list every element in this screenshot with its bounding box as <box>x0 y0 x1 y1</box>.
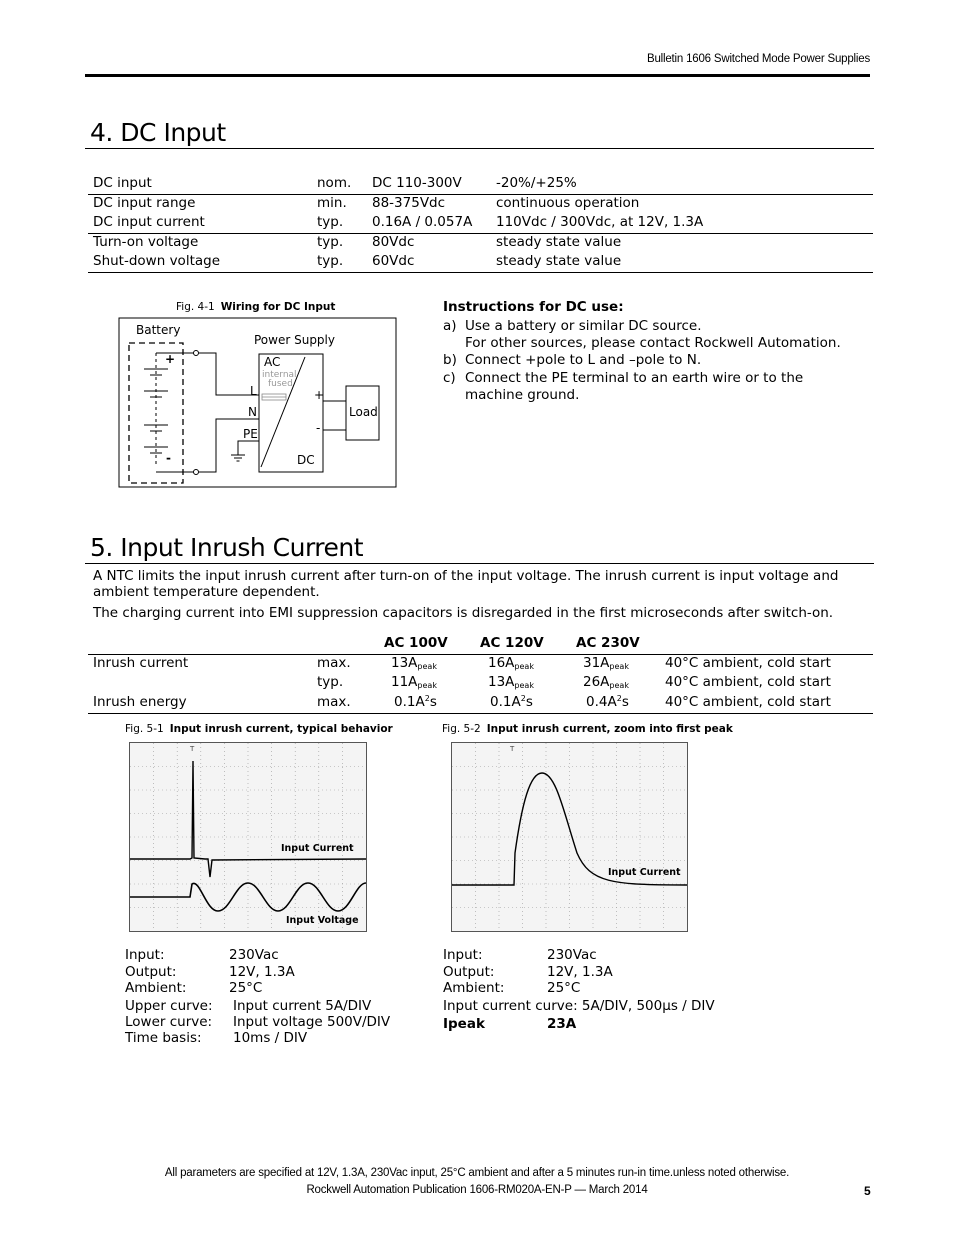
param-curve: Input current curve: 5A/DIV, 500µs / DIV <box>443 998 715 1014</box>
param-label: Lower curve: <box>125 1014 213 1030</box>
table-cell: Turn-on voltage <box>93 234 199 250</box>
fig-title: Wiring for DC Input <box>220 301 336 313</box>
param-value: 25°C <box>229 980 263 996</box>
section-4-title: 4. DC Input <box>90 118 226 147</box>
pe-terminal-label: PE <box>243 427 258 441</box>
param-label: Time basis: <box>125 1030 202 1046</box>
table-cell: min. <box>317 195 347 211</box>
ac-label: AC <box>264 355 281 369</box>
scope-lower-label: Input Voltage <box>286 915 359 926</box>
param-label: Upper curve: <box>125 998 213 1014</box>
list-item: Connect +pole to L and –pole to N. <box>465 352 702 368</box>
n-terminal-label: N <box>248 405 257 419</box>
param-label: Input: <box>443 947 483 963</box>
table-cell: $31A_{peak}$ <box>583 655 629 671</box>
param-label: Input: <box>125 947 165 963</box>
table-cell: nom. <box>317 175 352 191</box>
bulletin-header: Bulletin 1606 Switched Mode Power Supplies <box>646 53 870 65</box>
param-value: 12V, 1.3A <box>547 964 613 980</box>
column-header: AC 120V <box>480 635 544 651</box>
output-plus-label: + <box>314 388 325 402</box>
battery-plus-label: + <box>165 352 176 366</box>
internal-label: internal <box>262 370 297 380</box>
table-cell: continuous operation <box>496 195 640 211</box>
list-marker: a) <box>443 318 457 334</box>
param-label: Ambient: <box>125 980 187 996</box>
table-cell: 88-375Vdc <box>372 195 446 211</box>
param-value: 230Vac <box>547 947 597 963</box>
table-cell: 40°C ambient, cold start <box>665 694 831 710</box>
battery-label: Battery <box>136 323 181 337</box>
ipeak-label: Ipeak <box>443 1016 485 1032</box>
power-supply-label: Power Supply <box>254 333 335 347</box>
list-item: Use a battery or similar DC source. <box>465 318 702 334</box>
table-cell: typ. <box>317 214 344 230</box>
fig-5-1-caption <box>125 723 393 735</box>
footer-publication: Rockwell Automation Publication 1606-RM020A-EN-P — March 2014 <box>306 1184 648 1196</box>
table-cell: DC 110-300V <box>372 175 462 191</box>
fig-4-1-caption <box>176 301 335 313</box>
table-cell: typ. <box>317 253 344 269</box>
param-value: 10ms / DIV <box>233 1030 308 1046</box>
list-item: Connect the PE terminal to an earth wire or to the <box>465 370 804 386</box>
table-cell: 40°C ambient, cold start <box>665 655 831 671</box>
fig-title: Input inrush current, zoom into first peak <box>486 723 733 735</box>
table-cell: $0.1A^2s$ <box>394 694 437 710</box>
paragraph: The charging current into EMI suppression capacitors is disregarded in the first microseconds after switch-on. <box>93 605 834 621</box>
footer-note: All parameters are specified at 12V, 1.3A, 230Vac input, 25°C ambient and after a 5 minutes run-in time.unless noted otherwise. <box>164 1167 790 1179</box>
list-marker: c) <box>443 370 456 386</box>
battery-minus-label: - <box>166 451 171 465</box>
table-cell: Inrush energy <box>93 694 187 710</box>
table-cell: -20%/+25% <box>496 175 577 191</box>
list-item: machine ground. <box>465 387 580 403</box>
ipeak-value: 23A <box>547 1016 577 1032</box>
table-cell: DC input range <box>93 195 196 211</box>
table-cell: $13A_{peak}$ <box>391 655 437 671</box>
table-cell: max. <box>317 694 351 710</box>
table-cell: steady state value <box>496 234 622 250</box>
table-cell: typ. <box>317 674 344 690</box>
fig-number: Fig. 4-1 <box>176 301 215 313</box>
param-value: Input current 5A/DIV <box>233 998 372 1014</box>
battery-cells-icon <box>144 369 168 453</box>
table-cell: Inrush current <box>93 655 189 671</box>
section-5-rule <box>85 563 874 564</box>
table-cell: $16A_{peak}$ <box>488 655 534 671</box>
page-number: 5 <box>864 1184 871 1198</box>
scope-upper-label: Input Current <box>281 843 354 854</box>
fig-5-2-caption <box>442 723 733 735</box>
param-label: Output: <box>125 964 177 980</box>
table-cell: $26A_{peak}$ <box>583 674 629 690</box>
table-cell: steady state value <box>496 253 622 269</box>
param-value: 12V, 1.3A <box>229 964 295 980</box>
table-cell: max. <box>317 655 351 671</box>
list-item: For other sources, please contact Rockwell Automation. <box>465 335 841 351</box>
svg-text:T: T <box>510 745 515 753</box>
table-cell: 60Vdc <box>372 253 415 269</box>
column-header: AC 100V <box>384 635 448 651</box>
fig-number: Fig. 5-2 <box>442 723 481 735</box>
table-cell: 0.16A / 0.057A <box>372 214 473 230</box>
fig-number: Fig. 5-1 <box>125 723 164 735</box>
list-marker: b) <box>443 352 457 368</box>
param-label: Ambient: <box>443 980 505 996</box>
fig-title: Input inrush current, typical behavior <box>169 723 393 735</box>
table-cell: 40°C ambient, cold start <box>665 674 831 690</box>
svg-text:T: T <box>190 745 195 753</box>
fused-label: fused <box>268 379 293 389</box>
table-cell: Shut-down voltage <box>93 253 221 269</box>
table-divider <box>88 713 873 714</box>
table-divider <box>88 272 873 273</box>
param-value: Input voltage 500V/DIV <box>233 1014 391 1030</box>
table-cell: 80Vdc <box>372 234 415 250</box>
param-label: Output: <box>443 964 495 980</box>
l-terminal-label: L <box>250 384 257 398</box>
scope-plot-zoom <box>451 742 688 932</box>
scope-plot-typical <box>129 742 367 932</box>
section-4-rule <box>85 148 874 149</box>
table-divider <box>88 233 873 234</box>
instructions-title: Instructions for DC use: <box>443 299 624 315</box>
paragraph: ambient temperature dependent. <box>93 584 320 600</box>
output-minus-label: - <box>316 421 321 435</box>
paragraph: A NTC limits the input inrush current after turn-on of the input voltage. The inrush current is input voltage and <box>93 568 839 584</box>
param-value: 230Vac <box>229 947 279 963</box>
dc-label: DC <box>297 453 315 467</box>
load-label: Load <box>349 405 378 419</box>
table-cell: typ. <box>317 234 344 250</box>
section-5-title: 5. Input Inrush Current <box>90 533 364 562</box>
table-cell: $0.1A^2s$ <box>490 694 533 710</box>
table-cell: DC input <box>93 175 152 191</box>
scope-label: Input Current <box>608 867 681 878</box>
table-cell: $0.4A^2s$ <box>586 694 629 710</box>
table-cell: 110Vdc / 300Vdc, at 12V, 1.3A <box>496 214 704 230</box>
param-value: 25°C <box>547 980 581 996</box>
table-cell: $13A_{peak}$ <box>488 674 534 690</box>
header-rule <box>85 74 870 77</box>
table-cell: $11A_{peak}$ <box>391 674 437 690</box>
table-cell: DC input current <box>93 214 205 230</box>
table-divider <box>88 194 873 195</box>
column-header: AC 230V <box>576 635 640 651</box>
